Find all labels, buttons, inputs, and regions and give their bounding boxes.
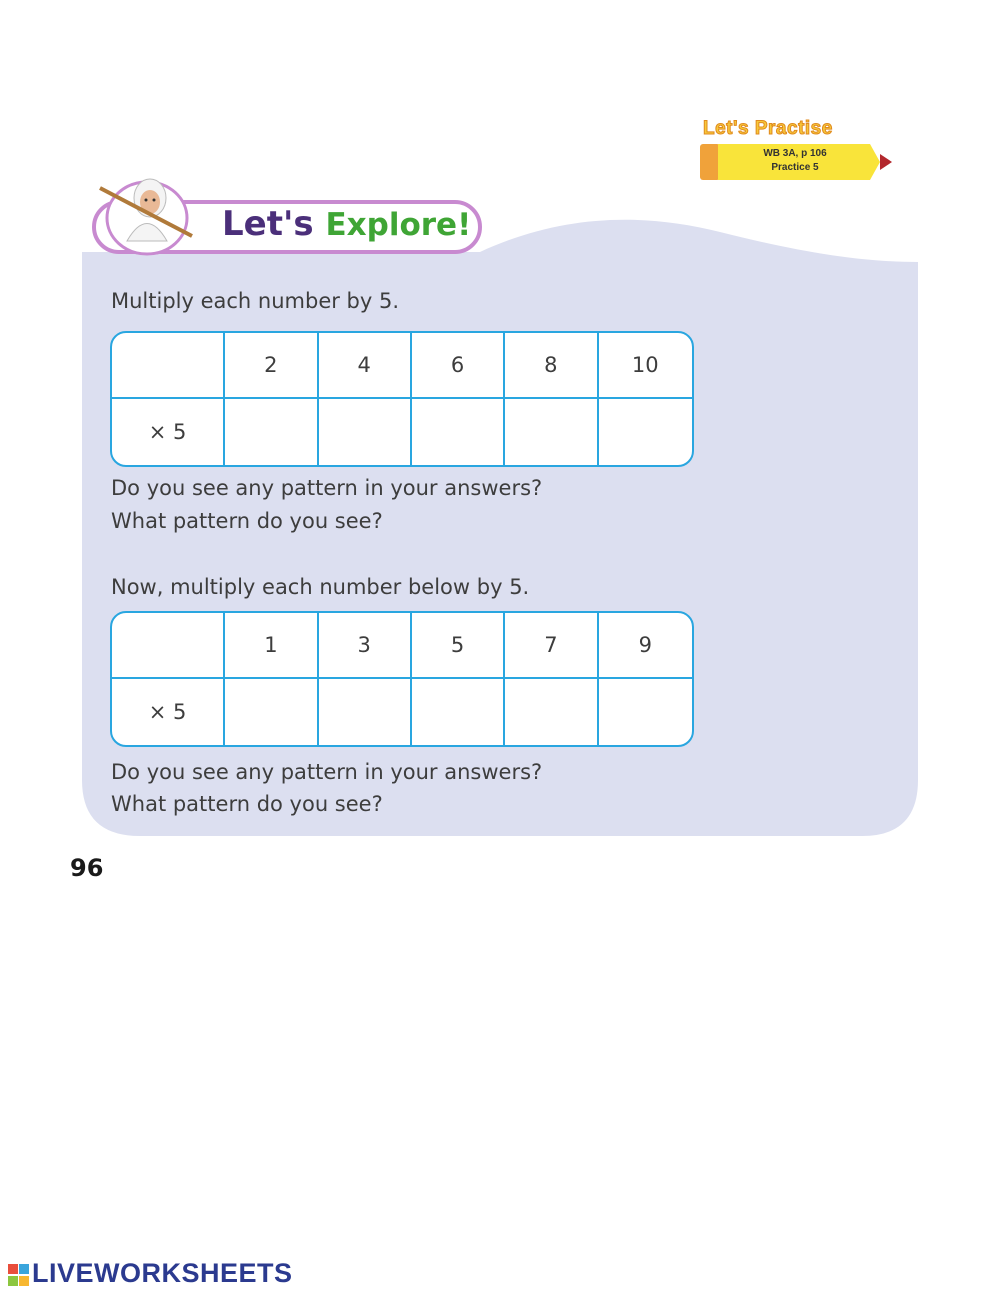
number-cell: 3 (319, 613, 412, 679)
liveworksheets-brand[interactable]: LIVEWORKSHEETS (32, 1258, 293, 1288)
number-cell: 8 (505, 333, 598, 399)
question-2a: Do you see any pattern in your answers? (111, 760, 543, 784)
times-five-label: × 5 (112, 399, 225, 465)
answer-cell[interactable] (505, 679, 598, 745)
answer-cell[interactable] (319, 399, 412, 465)
answer-cell[interactable] (599, 679, 692, 745)
instruction-2: Now, multiply each number below by 5. (111, 575, 530, 599)
practise-line-2: Practice 5 (771, 162, 819, 173)
instruction-1: Multiply each number by 5. (111, 289, 400, 313)
answer-cell[interactable] (225, 399, 318, 465)
explore-title (222, 204, 471, 244)
page-number: 96 (70, 854, 104, 882)
number-cell: 5 (412, 613, 505, 679)
question-1a: Do you see any pattern in your answers? (111, 476, 543, 500)
practise-line-1: WB 3A, p 106 (763, 148, 827, 159)
answer-cell[interactable] (599, 399, 692, 465)
answer-cell[interactable] (319, 679, 412, 745)
table-cell (112, 333, 225, 399)
table-row (112, 333, 692, 399)
number-cell: 4 (319, 333, 412, 399)
practise-reference (730, 147, 860, 175)
multiply-table-2 (110, 611, 694, 747)
number-cell: 2 (225, 333, 318, 399)
table-row (112, 399, 692, 465)
table-cell (112, 613, 225, 679)
lets-practise-title: Let's Practise (703, 118, 833, 139)
multiply-table-1 (110, 331, 694, 467)
girl-with-stick-icon (92, 166, 202, 256)
table-row (112, 679, 692, 745)
number-cell: 1 (225, 613, 318, 679)
number-cell: 7 (505, 613, 598, 679)
answer-cell[interactable] (225, 679, 318, 745)
explore-label: Explore! (325, 207, 472, 243)
liveworksheets-logo-icon (8, 1262, 30, 1288)
answer-cell[interactable] (412, 399, 505, 465)
question-1b: What pattern do you see? (111, 509, 383, 533)
lets-label: Let's (222, 204, 314, 244)
times-five-label: × 5 (112, 679, 225, 745)
number-cell: 9 (599, 613, 692, 679)
number-cell: 10 (599, 333, 692, 399)
number-cell: 6 (412, 333, 505, 399)
answer-cell[interactable] (505, 399, 598, 465)
table-row (112, 613, 692, 679)
question-2b: What pattern do you see? (111, 792, 383, 816)
answer-cell[interactable] (412, 679, 505, 745)
